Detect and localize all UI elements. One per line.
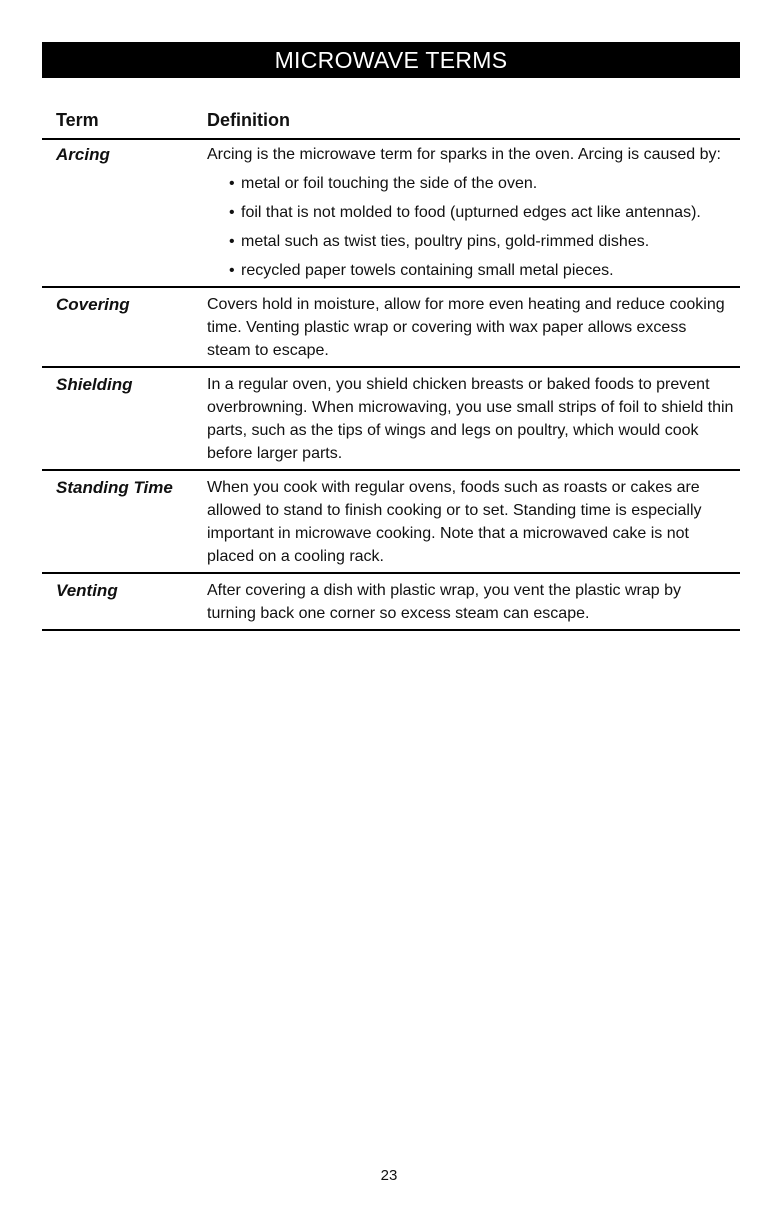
definition-shielding: In a regular oven, you shield chicken breasts or baked foods to prevent overbrowning. When microwaving, you use small strips of foil to shield thin parts, such as the tips of wings and legs on poultry, which would cook before larger parts. [207,376,734,462]
definition-standing-time: When you cook with regular ovens, foods such as roasts or cakes are allowed to stand to finish cooking or to set. Standing time is especially important in microwave cooking. Note that a microwaved cake is not placed on a cooling rack. [207,479,702,565]
table-row-arcing [42,138,740,288]
list-item: • recycled paper towels containing small metal pieces. [207,259,734,282]
term-column-header: Term [56,110,99,130]
table-row-shielding [42,368,740,471]
table-header [42,108,740,140]
list-item: • foil that is not molded to food (upturned edges act like antennas). [207,201,734,224]
table-row-standing-time [42,471,740,574]
definition-covering: Covers hold in moisture, allow for more even heating and reduce cooking time. Venting plastic wrap or covering with wax paper allows excess steam to escape. [207,296,725,359]
terms-table [42,138,740,631]
definition-column-header: Definition [207,110,290,130]
term-venting: Venting [56,581,118,600]
arcing-causes-list [207,172,734,282]
list-item: • metal or foil touching the side of the oven. [207,172,734,195]
term-covering: Covering [56,295,130,314]
list-item: • metal such as twist ties, poultry pins, gold-rimmed dishes. [207,230,734,253]
definition-arcing [207,143,740,282]
page-title-banner: MICROWAVE TERMS [42,42,740,78]
table-row-covering [42,288,740,368]
term-arcing: Arcing [56,145,110,164]
table-row-venting [42,574,740,631]
definition-arcing-text: Arcing is the microwave term for sparks in the oven. Arcing is caused by: [207,146,721,163]
term-standing-time: Standing Time [56,478,173,497]
term-shielding: Shielding [56,375,133,394]
page-number: 23 [380,1167,398,1184]
definition-venting: After covering a dish with plastic wrap, you vent the plastic wrap by turning back one corner so excess steam can escape. [207,582,681,622]
